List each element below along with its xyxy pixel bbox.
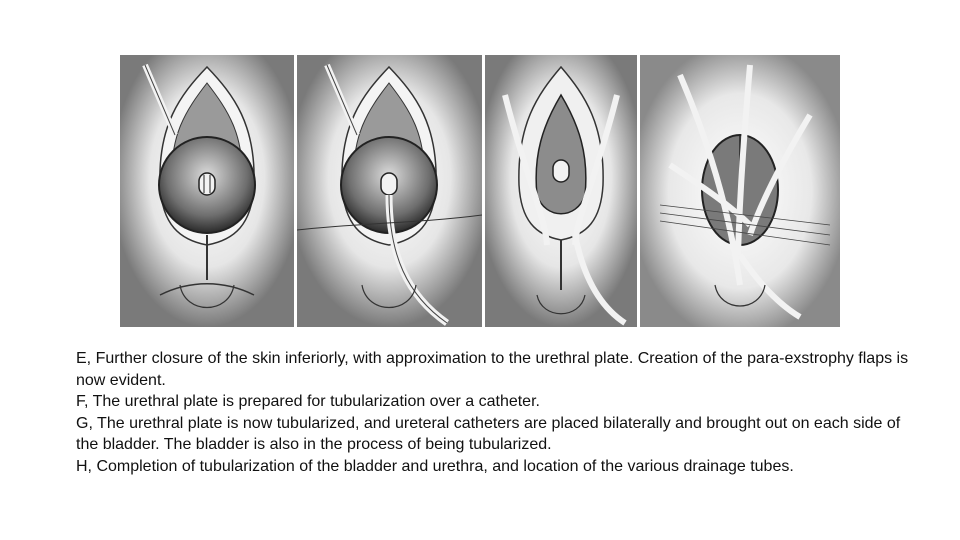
panel-e-illustration	[120, 55, 294, 327]
figure-caption	[76, 348, 916, 477]
caption-line-h: H, Completion of tubularization of the bladder and urethra, and location of the various drainage tubes.	[76, 457, 794, 475]
caption-line-e: E, Further closure of the skin inferiorly, with approximation to the urethral plate. Creation of the para-exstrophy flaps is now evident.	[76, 350, 909, 389]
surgical-figure	[120, 55, 840, 327]
panel-g-drawing	[485, 55, 637, 327]
panel-f-illustration	[297, 55, 482, 327]
caption-line-f: F, The urethral plate is prepared for tubularization over a catheter.	[76, 393, 540, 410]
panel-h-illustration	[640, 55, 840, 327]
panel-g-illustration	[485, 55, 637, 327]
caption-line-g: G, The urethral plate is now tubularized, and ureteral catheters are placed bilaterally and brought out on each side of the bladder. The bladder is also in the process of being tubularized.	[76, 414, 901, 453]
panel-e-drawing	[120, 55, 294, 327]
panel-h-drawing	[640, 55, 840, 327]
panel-f-drawing	[297, 55, 482, 327]
